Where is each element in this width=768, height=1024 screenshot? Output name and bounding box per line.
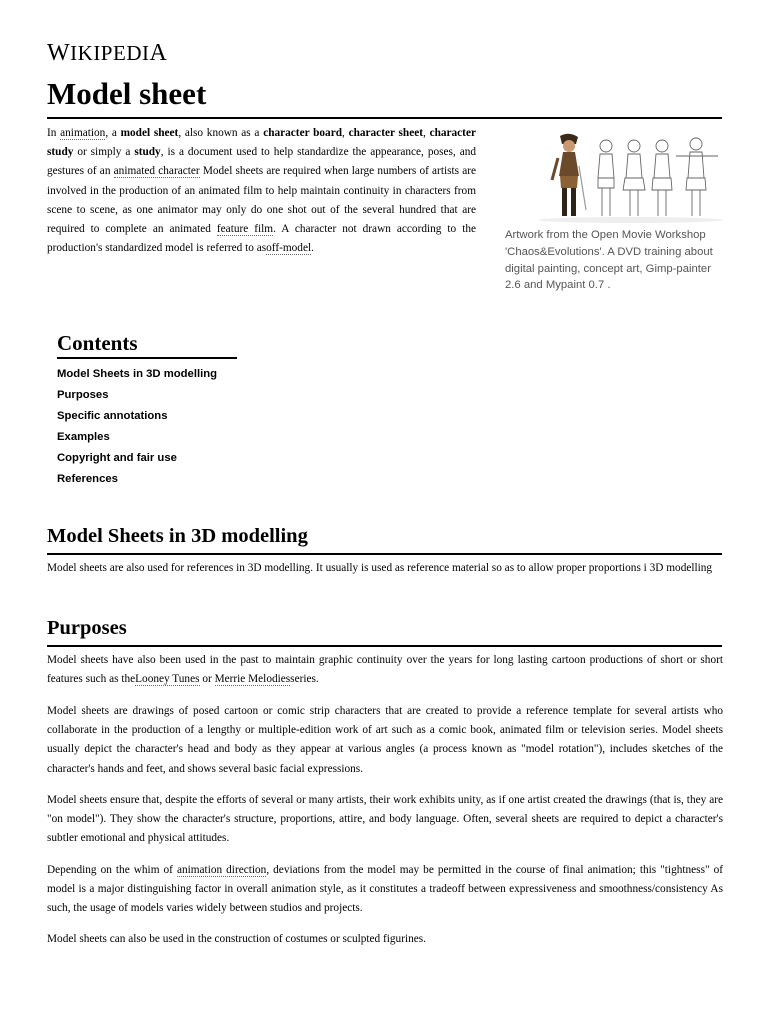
character-sketch-tpose	[676, 138, 718, 216]
toc-item[interactable]: Specific annotations	[57, 410, 168, 422]
page-title: Model sheet	[47, 76, 207, 111]
section-divider	[47, 645, 722, 647]
figure-caption: Artwork from the Open Movie Workshop 'Chaos&Evolutions'. A DVD training about digital painting, concept art, Gimp-painter 2.6 and Mypaint 0.7 .	[505, 229, 713, 292]
purposes-paragraph-4: Depending on the whim of animation direction, deviations from the model may be permitted in the course of final animation; this "tightness" of model is a major distinguishing factor in overall animation style, as it constitutes a tradeoff between expressiveness and smoothness/consistency As such, the usage of models varies widely between studios and projects.	[47, 864, 724, 915]
purposes-paragraph-1: Model sheets have also been used in the past to maintain graphic continuity over the years for long lasting cartoon productions of short or short features such as theLooney Tunes or Merrie Melodiesseries.	[47, 654, 723, 686]
link-looney-tunes[interactable]: Looney Tunes	[135, 673, 200, 686]
purposes-paragraph-2: Model sheets are drawings of posed cartoon or comic strip characters that are created to provide a reference template for several artists who collaborate in the production of a lengthy or multiple-edition work of art such as a comic book, animated film or television series. Model sheets usually depict the character's head and body as they appear at various angles (a process known as "model rotation"), includes sketches of the character's hands and feet, and shows several basic facial expressions.	[47, 705, 723, 775]
link-animated-character[interactable]: animated character	[113, 165, 200, 178]
purposes-paragraph-3: Model sheets ensure that, despite the efforts of several or many artists, their work exhibits unity, as if one artist created the drawings (that is, they are "on model"). They show the character's structure, proportions, attire, and body language. Often, several sheets are required to depict a character's subtler emotional and physical attitudes.	[47, 794, 723, 845]
link-animation-direction[interactable]: animation direction	[176, 864, 267, 876]
link-merrie-melodies[interactable]: Merrie Melodies	[214, 673, 291, 686]
section-heading-purposes: Purposes	[47, 617, 127, 639]
wikipedia-wordmark[interactable]: WIKIPEDIA	[47, 40, 168, 66]
intro-paragraph: In animation, a model sheet, also known as a character board, character sheet, character study or simply a study, is a document used to help standardize the appearance, poses, and gestures of an animated character Model sheets are required when large numbers of artists are involved in the production of an animated film to help maintain continuity in characters from scene to scene, as one animator may only do one shot out of the several hundred that are required to complete an animated feature film. A character not drawn according to the production's standardized model is referred to asoff-model.	[47, 127, 477, 255]
character-colored-figure	[552, 134, 586, 216]
title-divider	[47, 117, 722, 119]
section-3d-paragraph: Model sheets are also used for references in 3D modelling. It usually is used as reference material so as to allow proper proportions i 3D modelling	[47, 562, 713, 574]
link-off-model[interactable]: off-model	[266, 242, 312, 255]
character-sketch-2	[623, 140, 645, 216]
toc-title: Contents	[57, 331, 138, 355]
toc-item[interactable]: Model Sheets in 3D modelling	[57, 368, 218, 380]
toc-item[interactable]: Examples	[57, 431, 110, 443]
table-of-contents	[57, 364, 217, 490]
toc-item[interactable]: References	[57, 473, 118, 485]
character-sketch-3	[652, 140, 672, 216]
section-heading-3d-modelling: Model Sheets in 3D modelling	[47, 525, 308, 547]
model-sheet-illustration	[536, 128, 726, 223]
link-feature-film[interactable]: feature film	[216, 223, 274, 236]
character-sketch-1	[598, 140, 614, 216]
toc-item[interactable]: Copyright and fair use	[57, 452, 177, 464]
toc-item[interactable]: Purposes	[57, 389, 109, 401]
link-animation[interactable]: animation	[60, 127, 106, 139]
purposes-paragraph-5: Model sheets can also be used in the construction of costumes or sculpted figurines.	[47, 933, 426, 945]
section-divider	[47, 553, 722, 555]
toc-divider	[57, 357, 237, 359]
